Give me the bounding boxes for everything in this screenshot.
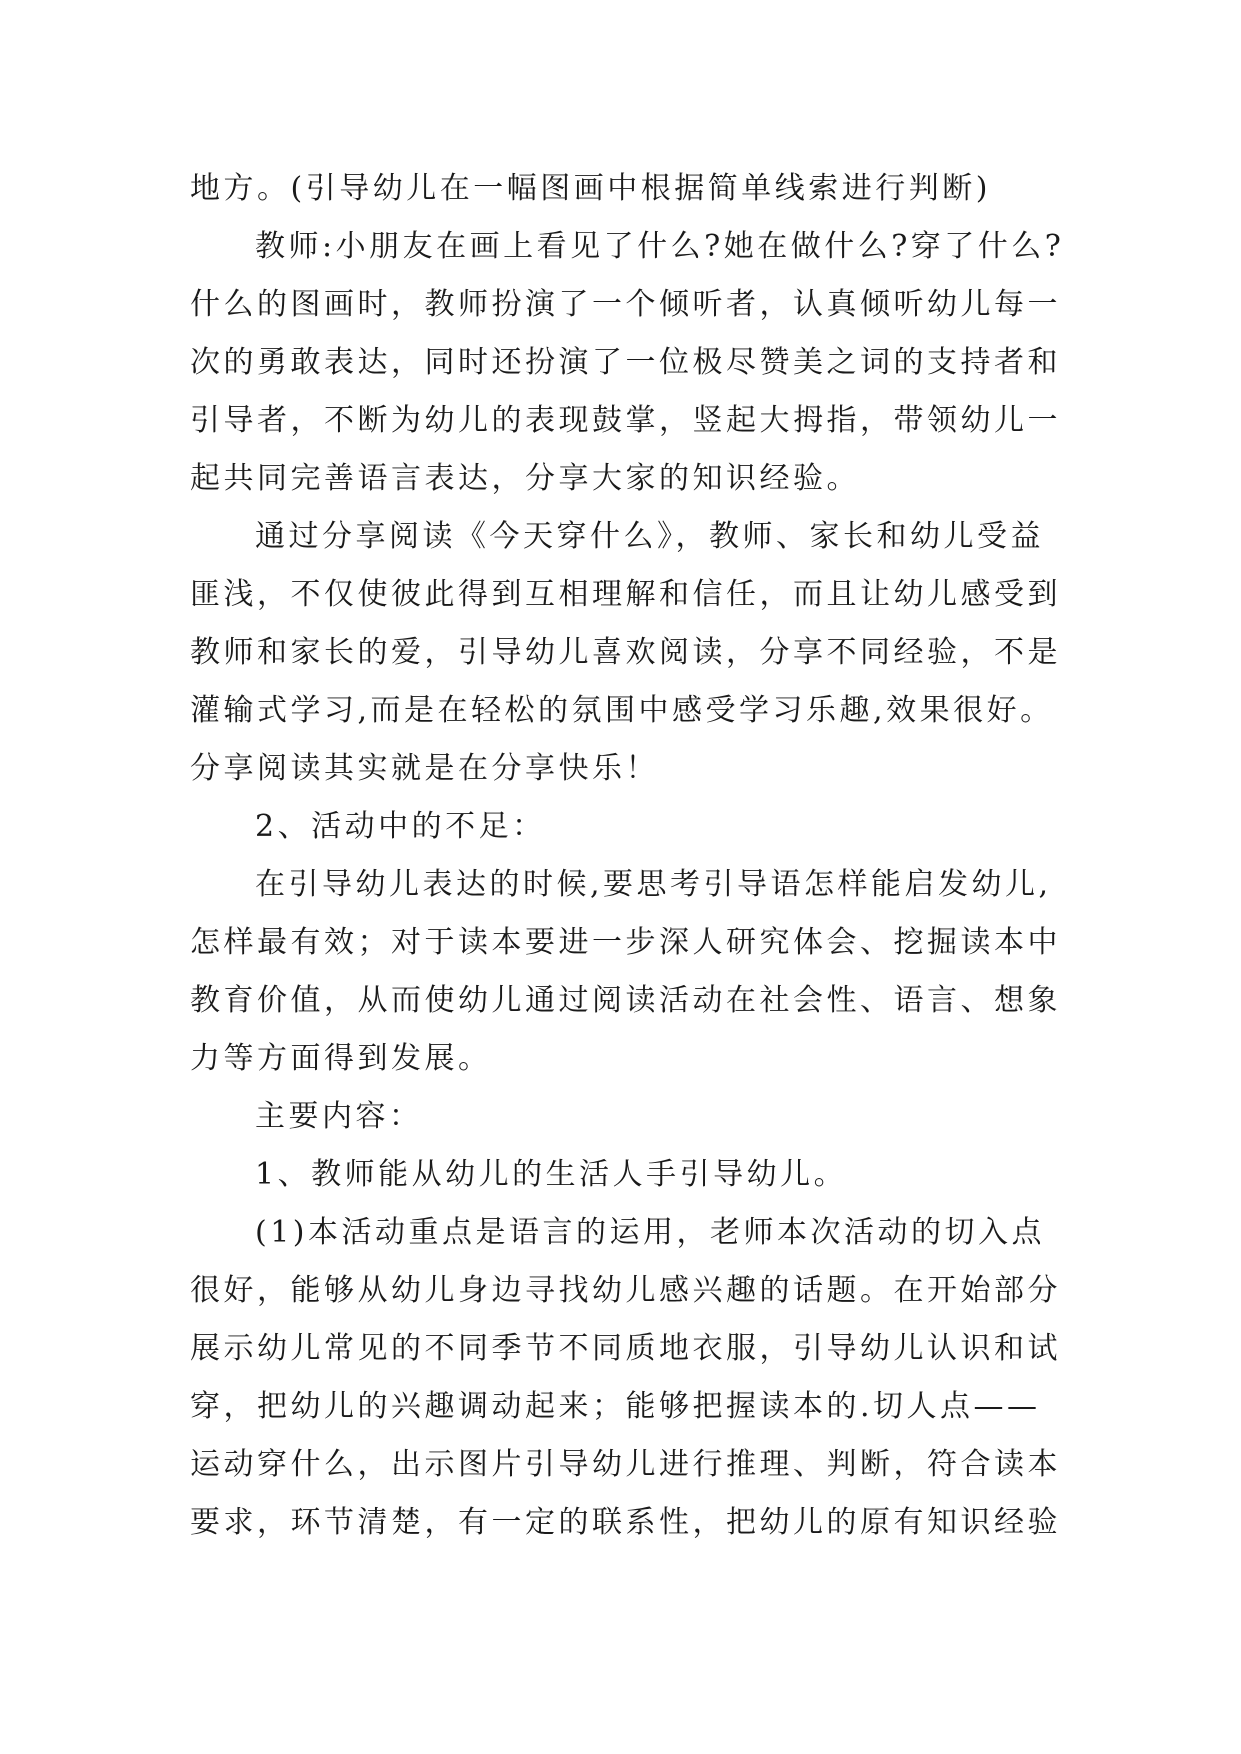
text-line: 地方。(引导幼儿在一幅图画中根据简单线索进行判断) [190,171,991,206]
text-line: 要求，环节清楚，有一定的联系性，把幼儿的原有知识经验 [190,1505,1061,1540]
text-line: 很好，能够从幼儿身边寻找幼儿感兴趣的话题。在开始部分 [190,1273,1061,1308]
text-line: 运动穿什么，出示图片引导幼儿进行推理、判断，符合读本 [190,1447,1061,1482]
text-line: 教育价值，从而使幼儿通过阅读活动在社会性、语言、想象 [190,983,1061,1018]
text-line: 主要内容： [255,1099,423,1134]
text-line: 匪浅，不仅使彼此得到互相理解和信任，而且让幼儿感受到 [190,577,1061,612]
text-line: 怎样最有效；对于读本要进一步深人研究体会、挖掘读本中 [190,925,1061,960]
text-line: 1、教师能从幼儿的生活人手引导幼儿。 [255,1157,848,1192]
text-line: 分享阅读其实就是在分享快乐！ [190,751,659,786]
text-line: 什么的图画时，教师扮演了一个倾听者，认真倾听幼儿每一 [190,287,1061,322]
text-line: 在引导幼儿表达的时候,要思考引导语怎样能启发幼儿, [255,867,1052,902]
text-line: 引导者，不断为幼儿的表现鼓掌，竖起大拇指，带领幼儿一 [190,403,1061,438]
text-line: 次的勇敢表达，同时还扮演了一位极尽赞美之词的支持者和 [190,345,1061,380]
text-line: 力等方面得到发展。 [190,1041,492,1076]
document-body [190,160,1065,1552]
text-line: 起共同完善语言表达，分享大家的知识经验。 [190,461,860,496]
text-line: 穿，把幼儿的兴趣调动起来；能够把握读本的.切人点—— [190,1389,1041,1424]
text-line: 2、活动中的不足： [255,809,546,844]
text-line: 展示幼儿常见的不同季节不同质地衣服，引导幼儿认识和试 [190,1331,1061,1366]
text-line: 教师和家长的爱，引导幼儿喜欢阅读，分享不同经验，不是 [190,635,1061,670]
text-line: (1)本活动重点是语言的运用，老师本次活动的切入点 [255,1215,1045,1250]
text-line: 教师:小朋友在画上看见了什么?她在做什么?穿了什么? [255,229,1065,264]
text-line: 通过分享阅读《今天穿什么》，教师、家长和幼儿受益 [255,519,1044,554]
text-line: 灌输式学习,而是在轻松的氛围中感受学习乐趣,效果很好。 [190,693,1054,728]
